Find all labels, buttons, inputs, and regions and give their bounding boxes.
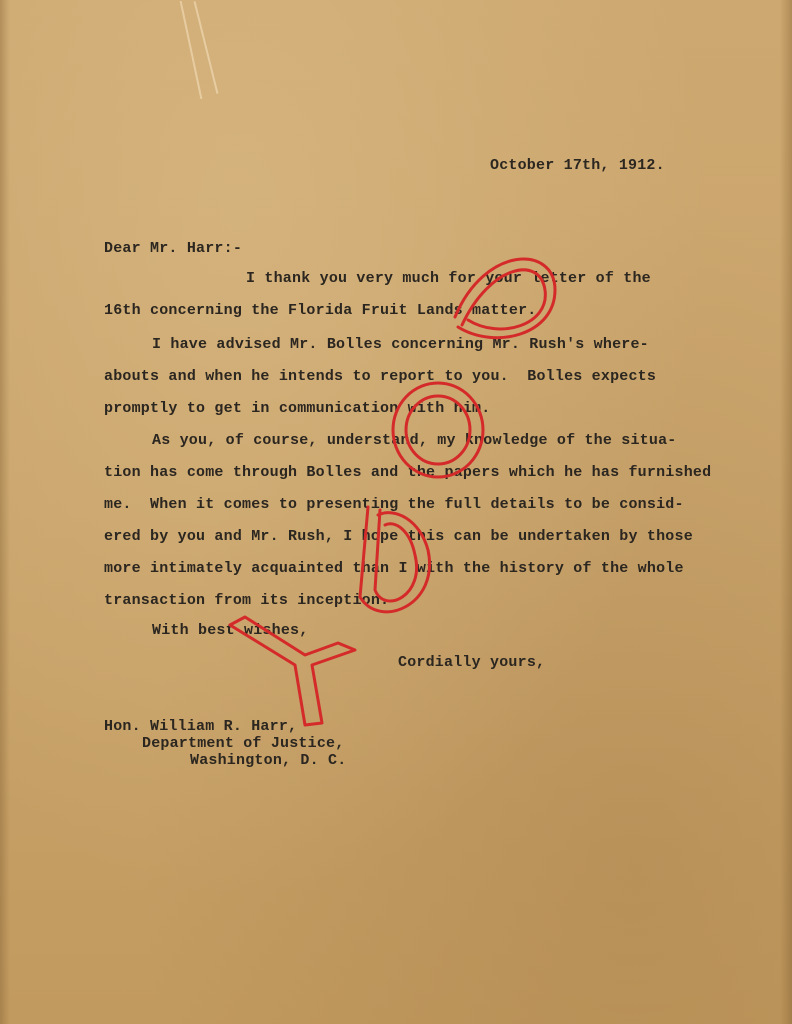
body-line: 16th concerning the Florida Fruit Lands matter.: [104, 302, 537, 319]
complimentary-close: Cordially yours,: [398, 654, 546, 671]
body-line: abouts and when he intends to report to you. Bolles expects: [104, 368, 657, 385]
recipient-city: Washington, D. C.: [190, 752, 347, 769]
body-line: I have advised Mr. Bolles concerning Mr. Rush's where-: [152, 336, 649, 353]
stamp-letter-y: [230, 617, 355, 725]
body-line: As you, of course, understand, my knowledge of the situa-: [152, 432, 677, 449]
copy-stamp: [200, 245, 580, 745]
recipient-department: Department of Justice,: [142, 735, 345, 752]
body-line: I thank you very much for your letter of the: [246, 270, 651, 287]
salutation: Dear Mr. Harr:-: [104, 240, 243, 257]
body-line: me. When it comes to presenting the full details to be consid-: [104, 496, 684, 513]
body-line: promptly to get in communication with him.: [104, 400, 491, 417]
body-line: tion has come through Bolles and the papers which he has furnished: [104, 464, 712, 481]
letter-date: October 17th, 1912.: [490, 157, 665, 174]
stamp-letter-p: [375, 510, 417, 601]
body-line: more intimately acquainted than I with the history of the whole: [104, 560, 684, 577]
paper-edge-right: [780, 0, 792, 1024]
stamp-letter-c: [462, 270, 545, 329]
recipient-name: Hon. William R. Harr,: [104, 718, 298, 735]
closing-wishes: With best wishes,: [152, 622, 309, 639]
body-line: transaction from its inception.: [104, 592, 390, 609]
paper-edge-left: [0, 0, 10, 1024]
body-line: ered by you and Mr. Rush, I hope this can be undertaken by those: [104, 528, 693, 545]
